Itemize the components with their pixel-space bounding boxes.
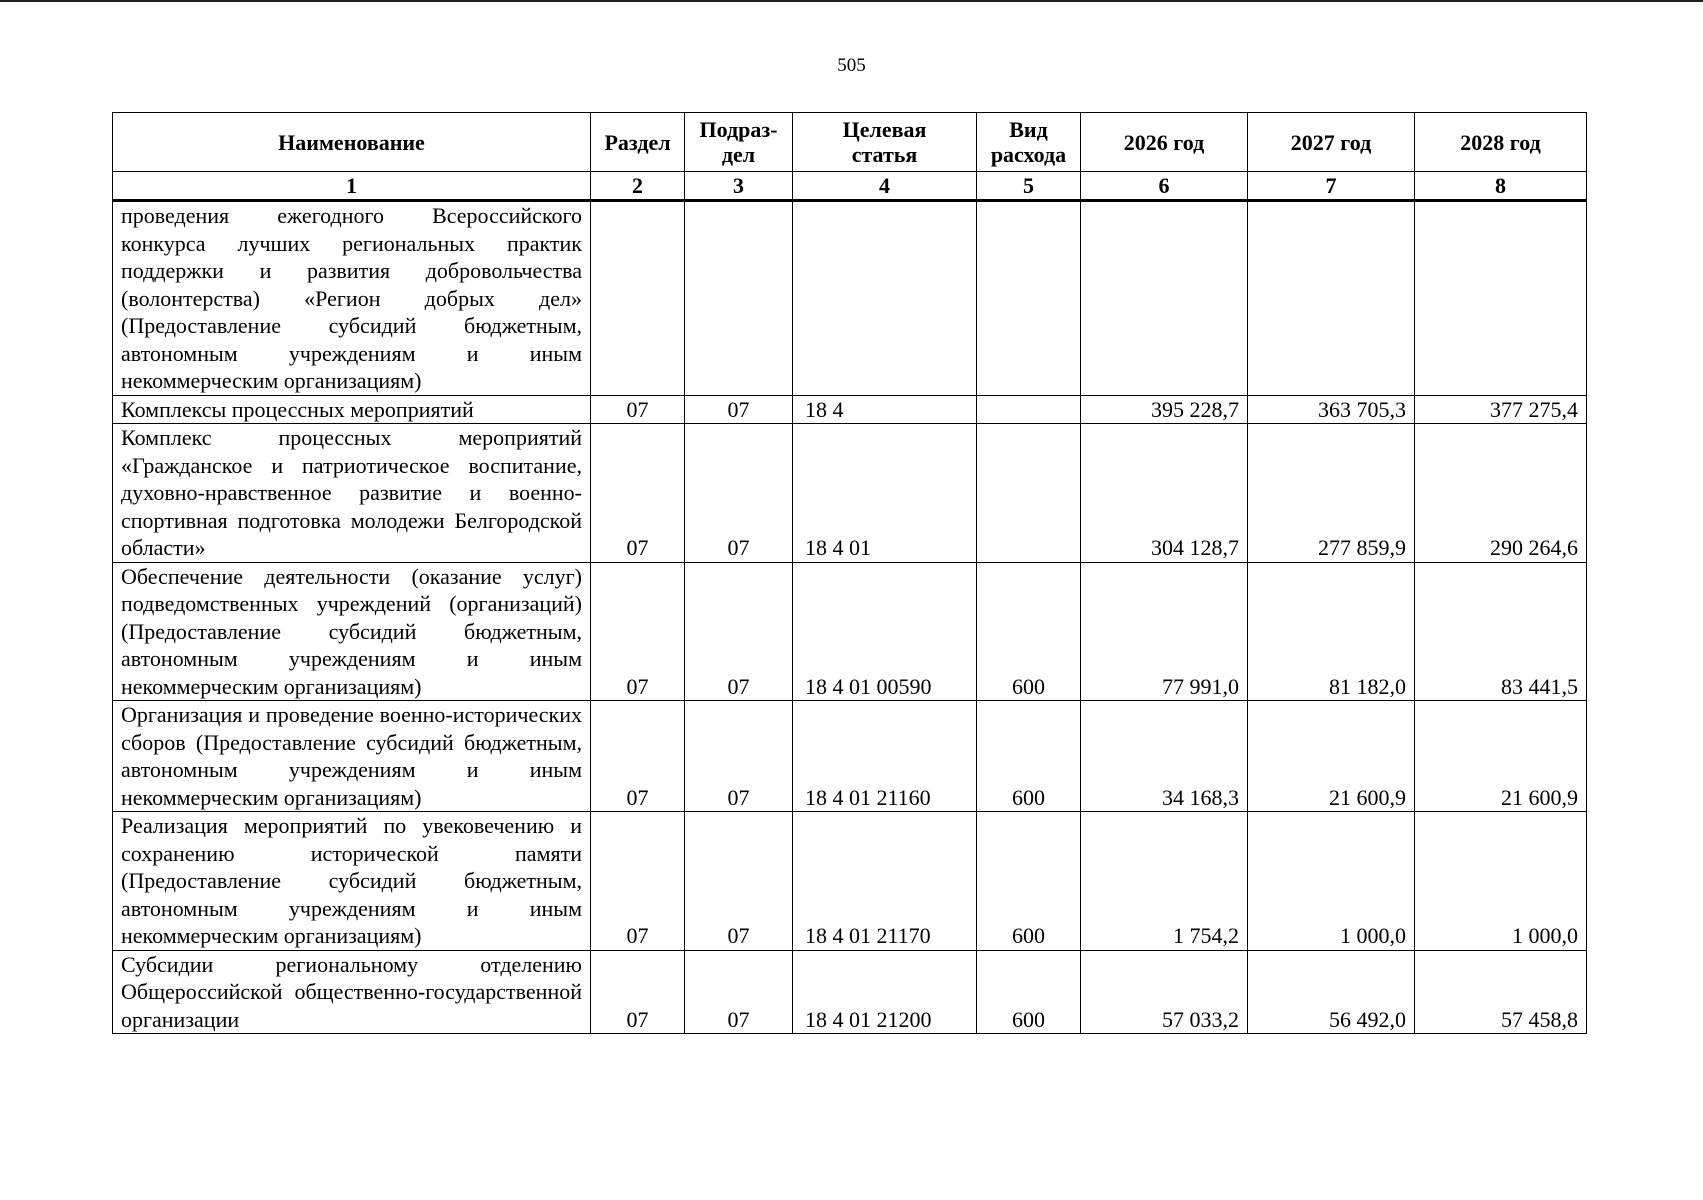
header-name: Наименование <box>113 113 591 172</box>
row-razdel: 07 <box>591 812 685 951</box>
column-number: 8 <box>1415 172 1587 201</box>
row-2026 <box>1081 201 1248 396</box>
header-2028: 2028 год <box>1415 113 1587 172</box>
row-vid: 600 <box>977 562 1081 701</box>
row-2027: 56 492,0 <box>1248 950 1415 1034</box>
column-number: 5 <box>977 172 1081 201</box>
row-name: Комплексы процессных мероприятий <box>113 395 591 424</box>
row-statya: 18 4 01 21200 <box>793 950 977 1034</box>
row-2026: 395 228,7 <box>1081 395 1248 424</box>
row-podrazdel: 07 <box>685 562 793 701</box>
table-row <box>113 395 1587 424</box>
row-razdel: 07 <box>591 395 685 424</box>
table-row <box>113 812 1587 951</box>
column-number: 1 <box>113 172 591 201</box>
row-2027: 277 859,9 <box>1248 424 1415 563</box>
row-statya: 18 4 01 <box>793 424 977 563</box>
row-2028: 21 600,9 <box>1415 701 1587 812</box>
row-razdel: 07 <box>591 424 685 563</box>
table-row <box>113 562 1587 701</box>
header-row <box>113 113 1587 172</box>
row-name: Организация и проведение военно-исторических сборов (Предоставление субсидий бюджетным, автономным учреждениям и иным некоммерческим организациям) <box>113 701 591 812</box>
row-2028 <box>1415 201 1587 396</box>
table-row <box>113 424 1587 563</box>
table-row <box>113 950 1587 1034</box>
budget-table <box>112 112 1587 1034</box>
row-2027 <box>1248 201 1415 396</box>
row-2028: 83 441,5 <box>1415 562 1587 701</box>
row-podrazdel <box>685 201 793 396</box>
row-vid: 600 <box>977 950 1081 1034</box>
table-row <box>113 701 1587 812</box>
row-2026: 77 991,0 <box>1081 562 1248 701</box>
row-2028: 57 458,8 <box>1415 950 1587 1034</box>
row-2027: 21 600,9 <box>1248 701 1415 812</box>
column-number: 7 <box>1248 172 1415 201</box>
row-name: Реализация мероприятий по увековечению и сохранению исторической памяти (Предоставление субсидий бюджетным, автономным учреждениям и иным некоммерческим организациям) <box>113 812 591 951</box>
row-razdel: 07 <box>591 562 685 701</box>
row-name: проведения ежегодного Всероссийского конкурса лучших региональных практик поддержки и развития добровольчества (волонтерства) «Регион добрых дел» (Предоставление субсидий бюджетным, автономным учреждениям и иным некоммерческим организациям) <box>113 201 591 396</box>
header-razdel: Раздел <box>591 113 685 172</box>
row-podrazdel: 07 <box>685 701 793 812</box>
column-number: 6 <box>1081 172 1248 201</box>
row-statya: 18 4 01 21170 <box>793 812 977 951</box>
table-row <box>113 201 1587 396</box>
header-vid: Вид расхода <box>977 113 1081 172</box>
row-2026: 34 168,3 <box>1081 701 1248 812</box>
header-podrazdel: Подраз- дел <box>685 113 793 172</box>
column-number: 3 <box>685 172 793 201</box>
page-number: 505 <box>837 55 866 76</box>
row-vid: 600 <box>977 701 1081 812</box>
row-statya <box>793 201 977 396</box>
row-2026: 304 128,7 <box>1081 424 1248 563</box>
row-vid <box>977 201 1081 396</box>
row-2027: 81 182,0 <box>1248 562 1415 701</box>
row-vid: 600 <box>977 812 1081 951</box>
row-statya: 18 4 <box>793 395 977 424</box>
row-razdel: 07 <box>591 950 685 1034</box>
row-2026: 1 754,2 <box>1081 812 1248 951</box>
row-2027: 1 000,0 <box>1248 812 1415 951</box>
row-podrazdel: 07 <box>685 812 793 951</box>
row-statya: 18 4 01 21160 <box>793 701 977 812</box>
header-2027: 2027 год <box>1248 113 1415 172</box>
header-statya: Целевая статья <box>793 113 977 172</box>
column-number: 4 <box>793 172 977 201</box>
row-vid <box>977 395 1081 424</box>
row-podrazdel: 07 <box>685 424 793 563</box>
row-razdel <box>591 201 685 396</box>
column-number: 2 <box>591 172 685 201</box>
row-vid <box>977 424 1081 563</box>
row-name: Субсидии региональному отделению Общероссийской общественно-государственной организации <box>113 950 591 1034</box>
row-2027: 363 705,3 <box>1248 395 1415 424</box>
row-2026: 57 033,2 <box>1081 950 1248 1034</box>
row-razdel: 07 <box>591 701 685 812</box>
row-2028: 290 264,6 <box>1415 424 1587 563</box>
row-name: Комплекс процессных мероприятий «Гражданское и патриотическое воспитание, духовно-нравственное развитие и военно-спортивная подготовка молодежи Белгородской области» <box>113 424 591 563</box>
row-podrazdel: 07 <box>685 395 793 424</box>
header-2026: 2026 год <box>1081 113 1248 172</box>
column-number-row <box>113 172 1587 201</box>
row-statya: 18 4 01 00590 <box>793 562 977 701</box>
row-2028: 377 275,4 <box>1415 395 1587 424</box>
row-name: Обеспечение деятельности (оказание услуг) подведомственных учреждений (организаций) (Предоставление субсидий бюджетным, автономным учреждениям и иным некоммерческим организациям) <box>113 562 591 701</box>
scan-edge-line <box>0 0 1703 2</box>
row-podrazdel: 07 <box>685 950 793 1034</box>
row-2028: 1 000,0 <box>1415 812 1587 951</box>
